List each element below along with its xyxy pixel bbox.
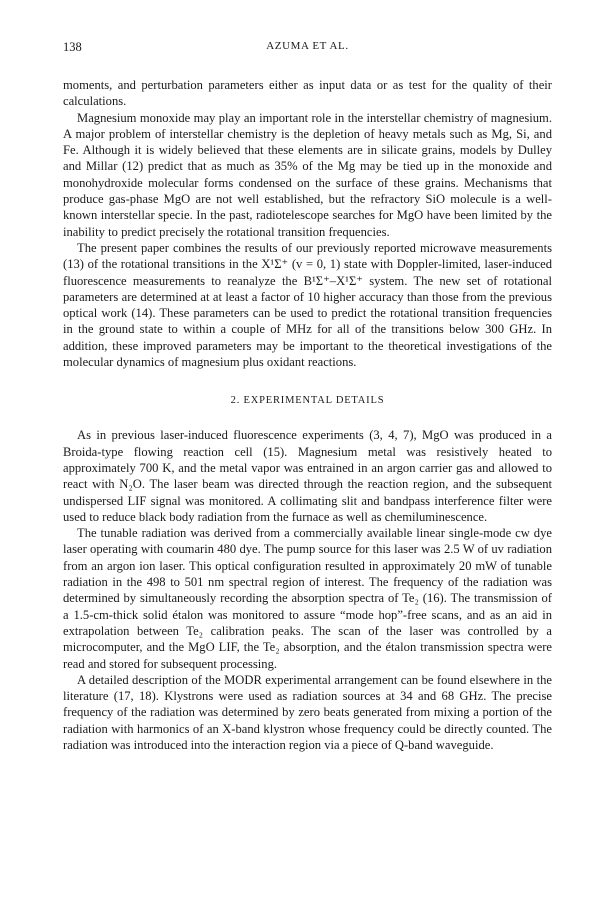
paragraph: The present paper combines the results of our previously reported microwave measurements (13) of the rotational transitions in the X¹Σ⁺ (v = 0, 1) state with Doppler-limited, laser-induced fluorescence measurements to reanalyze the B¹Σ⁺–X¹Σ⁺ system. The new set of rotational parameters are determined at at least a factor of 10 higher accuracy than those from the previous optical work (14). These parameters can be used to predict the rotational transition frequencies in the ground state to within a couple of MHz for all of the transitions below 300 GHz. In addition, these improved parameters may be important to the theoretical investigations of the molecular dynamics of magnesium plus oxidant reactions. [63,240,552,370]
paragraph: A detailed description of the MODR experimental arrangement can be found elsewhere in the literature (17, 18). Klystrons were used as radiation sources at 34 and 68 GHz. The precise frequency of the radiation was determined by zero beats generated from mixing a portion of the radiation with harmonics of an X-band klystron whose frequency could be directly counted. The radiation was introduced into the interaction region via a piece of Q-band waveguide. [63,672,552,752]
paragraph: Magnesium monoxide may play an important role in the interstellar chemistry of magnesium. A major problem of interstellar chemistry is the depletion of heavy metals such as Mg, Si, and Fe. Although it is widely believed that these elements are in silicate grains, models by Dulley and Millar (12) predict that as much as 35% of the Mg may be tied up in the monoxide and monohydroxide molecular forms condensed on the surface of these grains. Mechanisms that produce gas-phase MgO are not well established, but the refractory SiO molecule is a well-known interstellar specie. In the past, radiotelescope searches for MgO have been limited by the inability to predict precisely the rotational transition frequencies. [63,110,552,239]
running-head: AZUMA ET AL. [266,40,349,52]
page-header [63,40,552,56]
paragraph: The tunable radiation was derived from a commercially available linear single-mode cw dye laser operating with coumarin 480 dye. The pump source for this laser was 2.5 W of uv radiation from an argon ion laser. This optical configuration resulted in approximately 20 mW of tunable radiation in the 498 to 501 nm spectral region of interest. The frequency of the radiation was determined by simultaneously recording the absorption spectra of Te₂ (16). The transmission of a 1.5-cm-thick solid étalon was monitored to assure “mode hop”-free scans, and as an aid in extrapolation between Te₂ calibration peaks. The scan of the laser was controlled by a microcomputer, and the MgO LIF, the Te₂ absorption, and the étalon transmission spectra were read and stored for subsequent processing. [63,526,552,671]
section-heading: 2. EXPERIMENTAL DETAILS [230,395,385,407]
page-number: 138 [63,40,82,54]
paragraph: moments, and perturbation parameters either as input data or as test for the quality of their calculations. [63,78,552,109]
paragraph: As in previous laser-induced fluorescence experiments (3, 4, 7), MgO was produced in a Broida-type flowing reaction cell (15). Magnesium metal was resistively heated to approximately 700 K, and the metal vapor was entrained in an argon carrier gas and allowed to react with N₂O. The laser beam was directed through the reaction region, and the subsequent undispersed LIF signal was monitored. A collimating slit and bandpass interference filter were used to reduce black body radiation from the furnace as well as chemiluminescence. [63,428,552,524]
body-text [63,77,552,753]
